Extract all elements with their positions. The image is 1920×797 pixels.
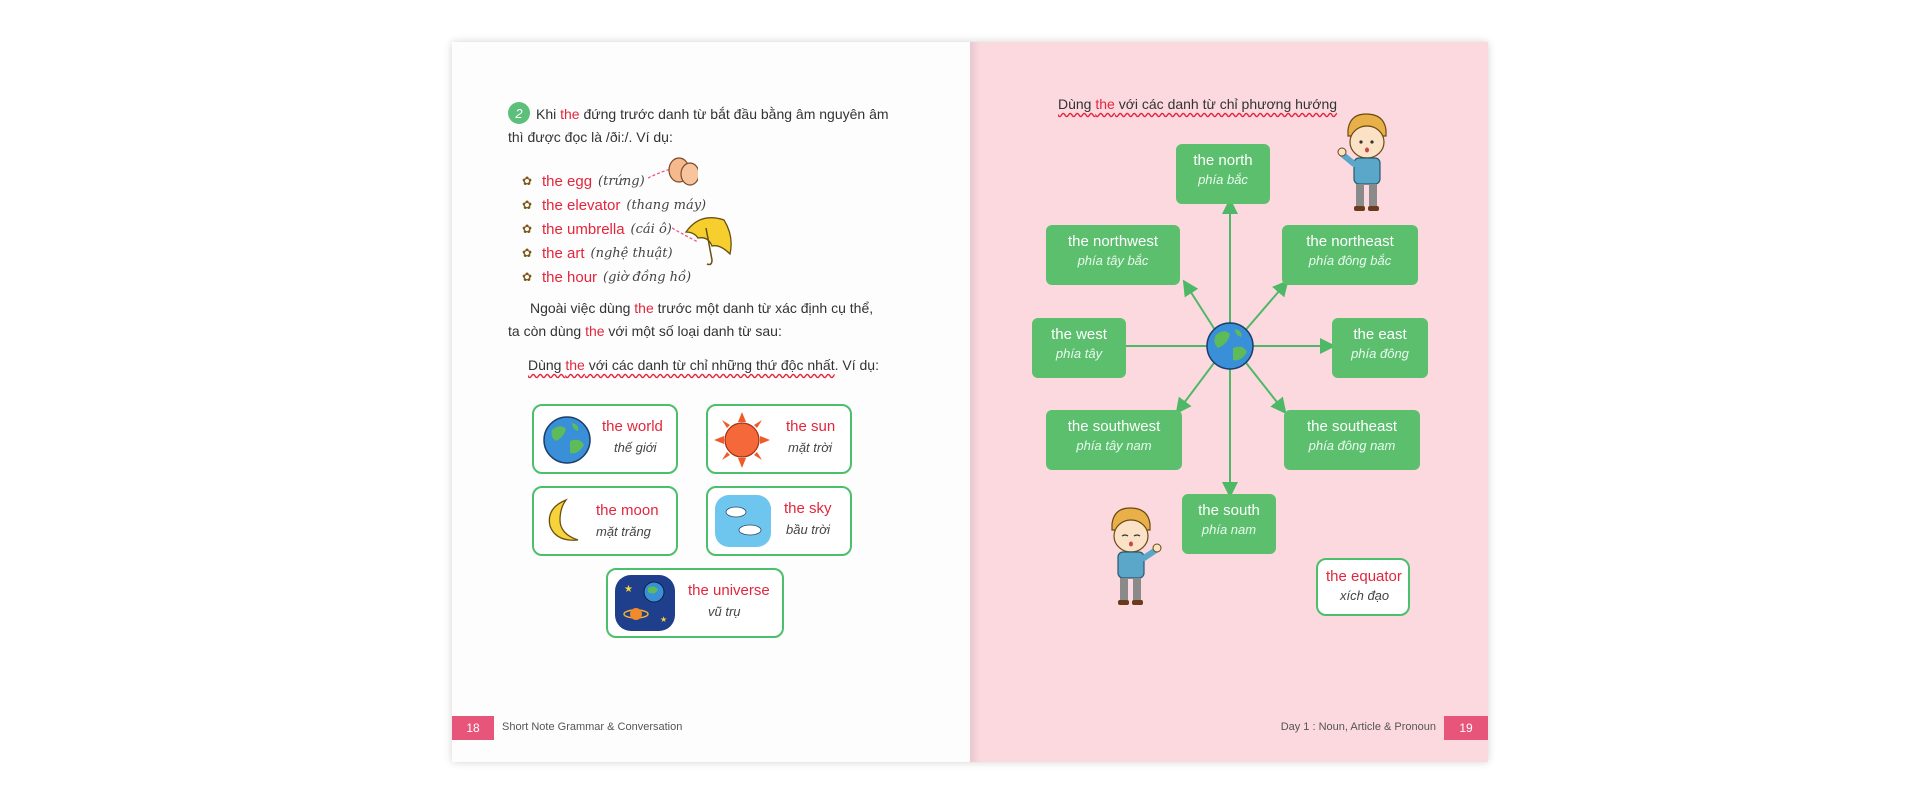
intro-the: the <box>560 106 580 122</box>
card-en: the world <box>602 418 663 435</box>
footer-page-number: 19 <box>1444 716 1488 740</box>
star-bullet-icon: ✿ <box>522 246 533 260</box>
example-meaning: (trứng) <box>598 173 645 189</box>
direction-southeast <box>1284 410 1420 470</box>
intro-line-1 <box>536 106 889 122</box>
direction-vi: phía đông nam <box>1308 438 1396 453</box>
direction-en: the northeast <box>1306 233 1394 250</box>
card-en: the universe <box>688 582 770 599</box>
direction-vi: phía đông bắc <box>1308 253 1392 268</box>
book-spread <box>452 42 1488 762</box>
direction-en: the south <box>1198 502 1260 519</box>
sky-icon <box>714 494 772 548</box>
arrow-southeast <box>1243 359 1284 411</box>
star-bullet-icon: ✿ <box>522 198 533 212</box>
star-bullet-icon: ✿ <box>522 174 533 188</box>
card-sun <box>706 404 852 474</box>
direction-en: the east <box>1353 326 1407 343</box>
example-word: the umbrella <box>542 220 625 238</box>
card-en: the moon <box>596 502 659 519</box>
unique-heading <box>528 357 879 373</box>
globe-icon <box>542 415 592 465</box>
para-text: ta còn dùng <box>508 323 586 339</box>
card-equator <box>1316 558 1410 616</box>
heading-the: the <box>1095 96 1115 112</box>
para-text-2: với một số loại danh từ sau: <box>604 323 782 339</box>
card-vi: bầu trời <box>786 522 830 537</box>
direction-north <box>1176 144 1270 204</box>
svg-text:★: ★ <box>660 615 668 624</box>
direction-vi: phía tây nam <box>1076 438 1152 453</box>
egg-icon <box>681 163 698 185</box>
heading-text: Dùng <box>1058 96 1096 112</box>
para-the: the <box>634 300 654 316</box>
direction-en: the north <box>1193 152 1253 169</box>
intro-text: Khi <box>536 106 561 122</box>
para-text-2: trước một danh từ xác định cụ thể, <box>653 300 874 316</box>
direction-northwest <box>1046 225 1180 285</box>
boy-illustration-bottom <box>1100 504 1166 608</box>
card-vi: vũ trụ <box>708 604 741 619</box>
example-item <box>522 194 706 216</box>
para-line-2 <box>508 323 782 339</box>
egg-illustration <box>648 154 698 188</box>
card-sky <box>706 486 852 556</box>
heading-text-2: với các danh từ chỉ phương hướng <box>1114 96 1338 112</box>
card-universe <box>606 568 784 638</box>
direction-northeast <box>1282 225 1418 285</box>
equator-vi: xích đạo <box>1340 588 1390 603</box>
direction-south <box>1182 494 1276 554</box>
svg-text:★: ★ <box>624 584 633 595</box>
umbrella-icon <box>686 218 731 254</box>
direction-en: the southwest <box>1067 418 1161 435</box>
direction-vi: phía tây <box>1055 346 1103 361</box>
universe-icon <box>614 574 676 632</box>
example-meaning: (giờ đồng hồ) <box>603 269 692 285</box>
direction-vi: phía tây bắc <box>1077 253 1149 268</box>
example-meaning: (nghệ thuật) <box>590 245 673 261</box>
unique-heading-underlined <box>528 357 835 373</box>
star-bullet-icon: ✿ <box>522 270 533 284</box>
card-en: the sun <box>786 418 836 435</box>
equator-en: the equator <box>1326 568 1402 585</box>
direction-en: the west <box>1051 326 1107 343</box>
para-text: Ngoài việc dùng <box>530 300 635 316</box>
example-meaning: (thang máy) <box>626 197 707 213</box>
direction-vi: phía đông <box>1351 346 1409 361</box>
direction-en: the northwest <box>1067 233 1159 250</box>
intro-line-2: thì được đọc là /ði:/. Ví dụ: <box>508 129 673 145</box>
card-world <box>532 404 678 474</box>
direction-southwest <box>1046 410 1182 470</box>
example-word: the egg <box>542 172 593 190</box>
example-word: the art <box>542 244 585 262</box>
sun-icon <box>714 412 770 468</box>
umbrella-illustration <box>672 214 734 270</box>
star-bullet-icon: ✿ <box>522 222 533 236</box>
arrow-southwest <box>1178 359 1217 411</box>
intro-text-2: đứng trước danh từ bắt đầu bằng âm nguyên âm <box>579 106 889 122</box>
example-word: the hour <box>542 268 598 286</box>
direction-west <box>1032 318 1126 378</box>
card-moon <box>532 486 678 556</box>
unique-tail: . Ví dụ: <box>834 357 879 373</box>
arrow-northwest <box>1185 283 1217 333</box>
unique-text: Dùng <box>528 357 566 373</box>
para-line-1 <box>530 300 873 316</box>
footer-title: Day 1 : Noun, Article & Pronoun <box>1280 721 1436 733</box>
example-word: the elevator <box>542 196 621 214</box>
moon-icon <box>544 498 588 544</box>
left-page <box>452 42 970 762</box>
para-the: the <box>585 323 605 339</box>
direction-vi: phía nam <box>1201 522 1257 537</box>
direction-east <box>1332 318 1428 378</box>
card-en: the sky <box>784 500 832 517</box>
unique-the: the <box>565 357 585 373</box>
card-vi: mặt trời <box>788 440 832 455</box>
boy-illustration-top <box>1334 110 1398 214</box>
center-globe-icon <box>1207 323 1253 369</box>
arrow-northeast <box>1243 283 1286 333</box>
card-vi: mặt trăng <box>596 524 651 539</box>
direction-en: the southeast <box>1306 418 1398 435</box>
direction-vi: phía bắc <box>1198 172 1248 187</box>
unique-text-2: với các danh từ chỉ những thứ độc nhất <box>584 357 835 373</box>
footer-page-number: 18 <box>452 716 494 740</box>
footer-title: Short Note Grammar & Conversation <box>502 721 683 733</box>
card-vi: thế giới <box>614 440 657 455</box>
example-meaning: (cái ô) <box>630 221 672 237</box>
right-page <box>970 42 1488 762</box>
section-number-badge: 2 <box>508 102 530 124</box>
